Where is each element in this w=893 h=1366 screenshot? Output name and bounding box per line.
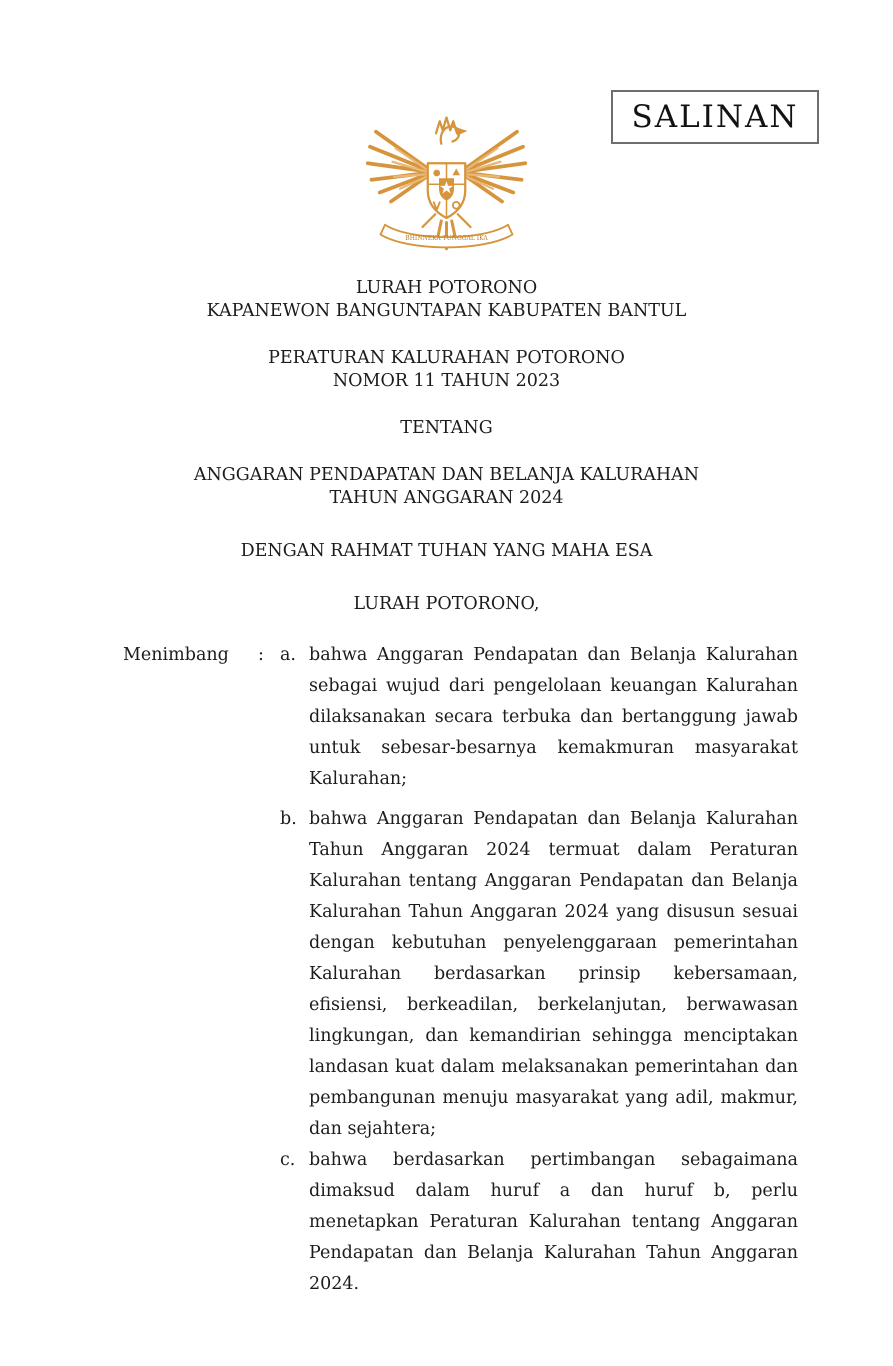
office-line-1: LURAH POTORONO	[355, 278, 538, 298]
menimbang-separator: :	[258, 645, 264, 665]
issuer-line: LURAH POTORONO,	[353, 594, 540, 614]
item-a-text: bahwa Anggaran Pendapatan dan Belanja Kalurahan sebagai wujud dari pengelolaan keuangan Kalurahan dilaksanakan secara terbuka dan bertanggung jawab untuk sebesar-besarnya kemakmuran masyarakat Kalurahan;	[309, 645, 798, 789]
document-header	[0, 277, 893, 616]
salinan-stamp-box	[611, 90, 819, 144]
garuda-pancasila-icon	[364, 112, 529, 255]
menimbang-label: Menimbang	[123, 645, 229, 665]
menimbang-item-c	[280, 1145, 798, 1300]
invocation-line: DENGAN RAHMAT TUHAN YANG MAHA ESA	[240, 541, 653, 561]
subject-line-2: TAHUN ANGGARAN 2024	[329, 488, 564, 508]
item-c-text: bahwa berdasarkan pertimbangan sebagaimana dimaksud dalam huruf a dan huruf b, perlu menetapkan Peraturan Kalurahan tentang Anggaran Pendapatan dan Belanja Kalurahan Tahun Anggaran 2024.	[309, 1150, 798, 1294]
regulation-title: PERATURAN KALURAHAN POTORONO	[268, 348, 625, 368]
menimbang-item-a	[280, 640, 798, 795]
menimbang-section	[0, 640, 893, 1300]
menimbang-items	[280, 640, 798, 1300]
regulation-number: NOMOR 11 TAHUN 2023	[332, 371, 561, 391]
item-b-marker: b.	[280, 809, 297, 829]
item-c-marker: c.	[280, 1150, 296, 1170]
item-a-marker: a.	[280, 645, 296, 665]
subject-line-1: ANGGARAN PENDAPATAN DAN BELANJA KALURAHAN	[193, 465, 700, 485]
emblem-motto: BHINNEKA TUNGGAL IKA	[405, 234, 488, 242]
office-line-2: KAPANEWON BANGUNTAPAN KABUPATEN BANTUL	[206, 301, 687, 321]
menimbang-item-b	[280, 804, 798, 1145]
about-label: TENTANG	[400, 418, 493, 438]
item-b-text: bahwa Anggaran Pendapatan dan Belanja Kalurahan Tahun Anggaran 2024 termuat dalam Peraturan Kalurahan tentang Anggaran Pendapatan dan Belanja Kalurahan Tahun Anggaran 2024 yang disusun sesuai dengan kebutuhan penyelenggaraan pemerintahan Kalurahan berdasarkan prinsip kebersamaan, efisiensi, berkeadilan, berkelanjutan, berwawasan lingkungan, dan kemandirian sehingga menciptakan landasan kuat dalam melaksanakan pemerintahan dan pembangunan menuju masyarakat yang adil, makmur, dan sejahtera;	[309, 809, 798, 1139]
salinan-stamp-label: SALINAN	[631, 99, 799, 135]
